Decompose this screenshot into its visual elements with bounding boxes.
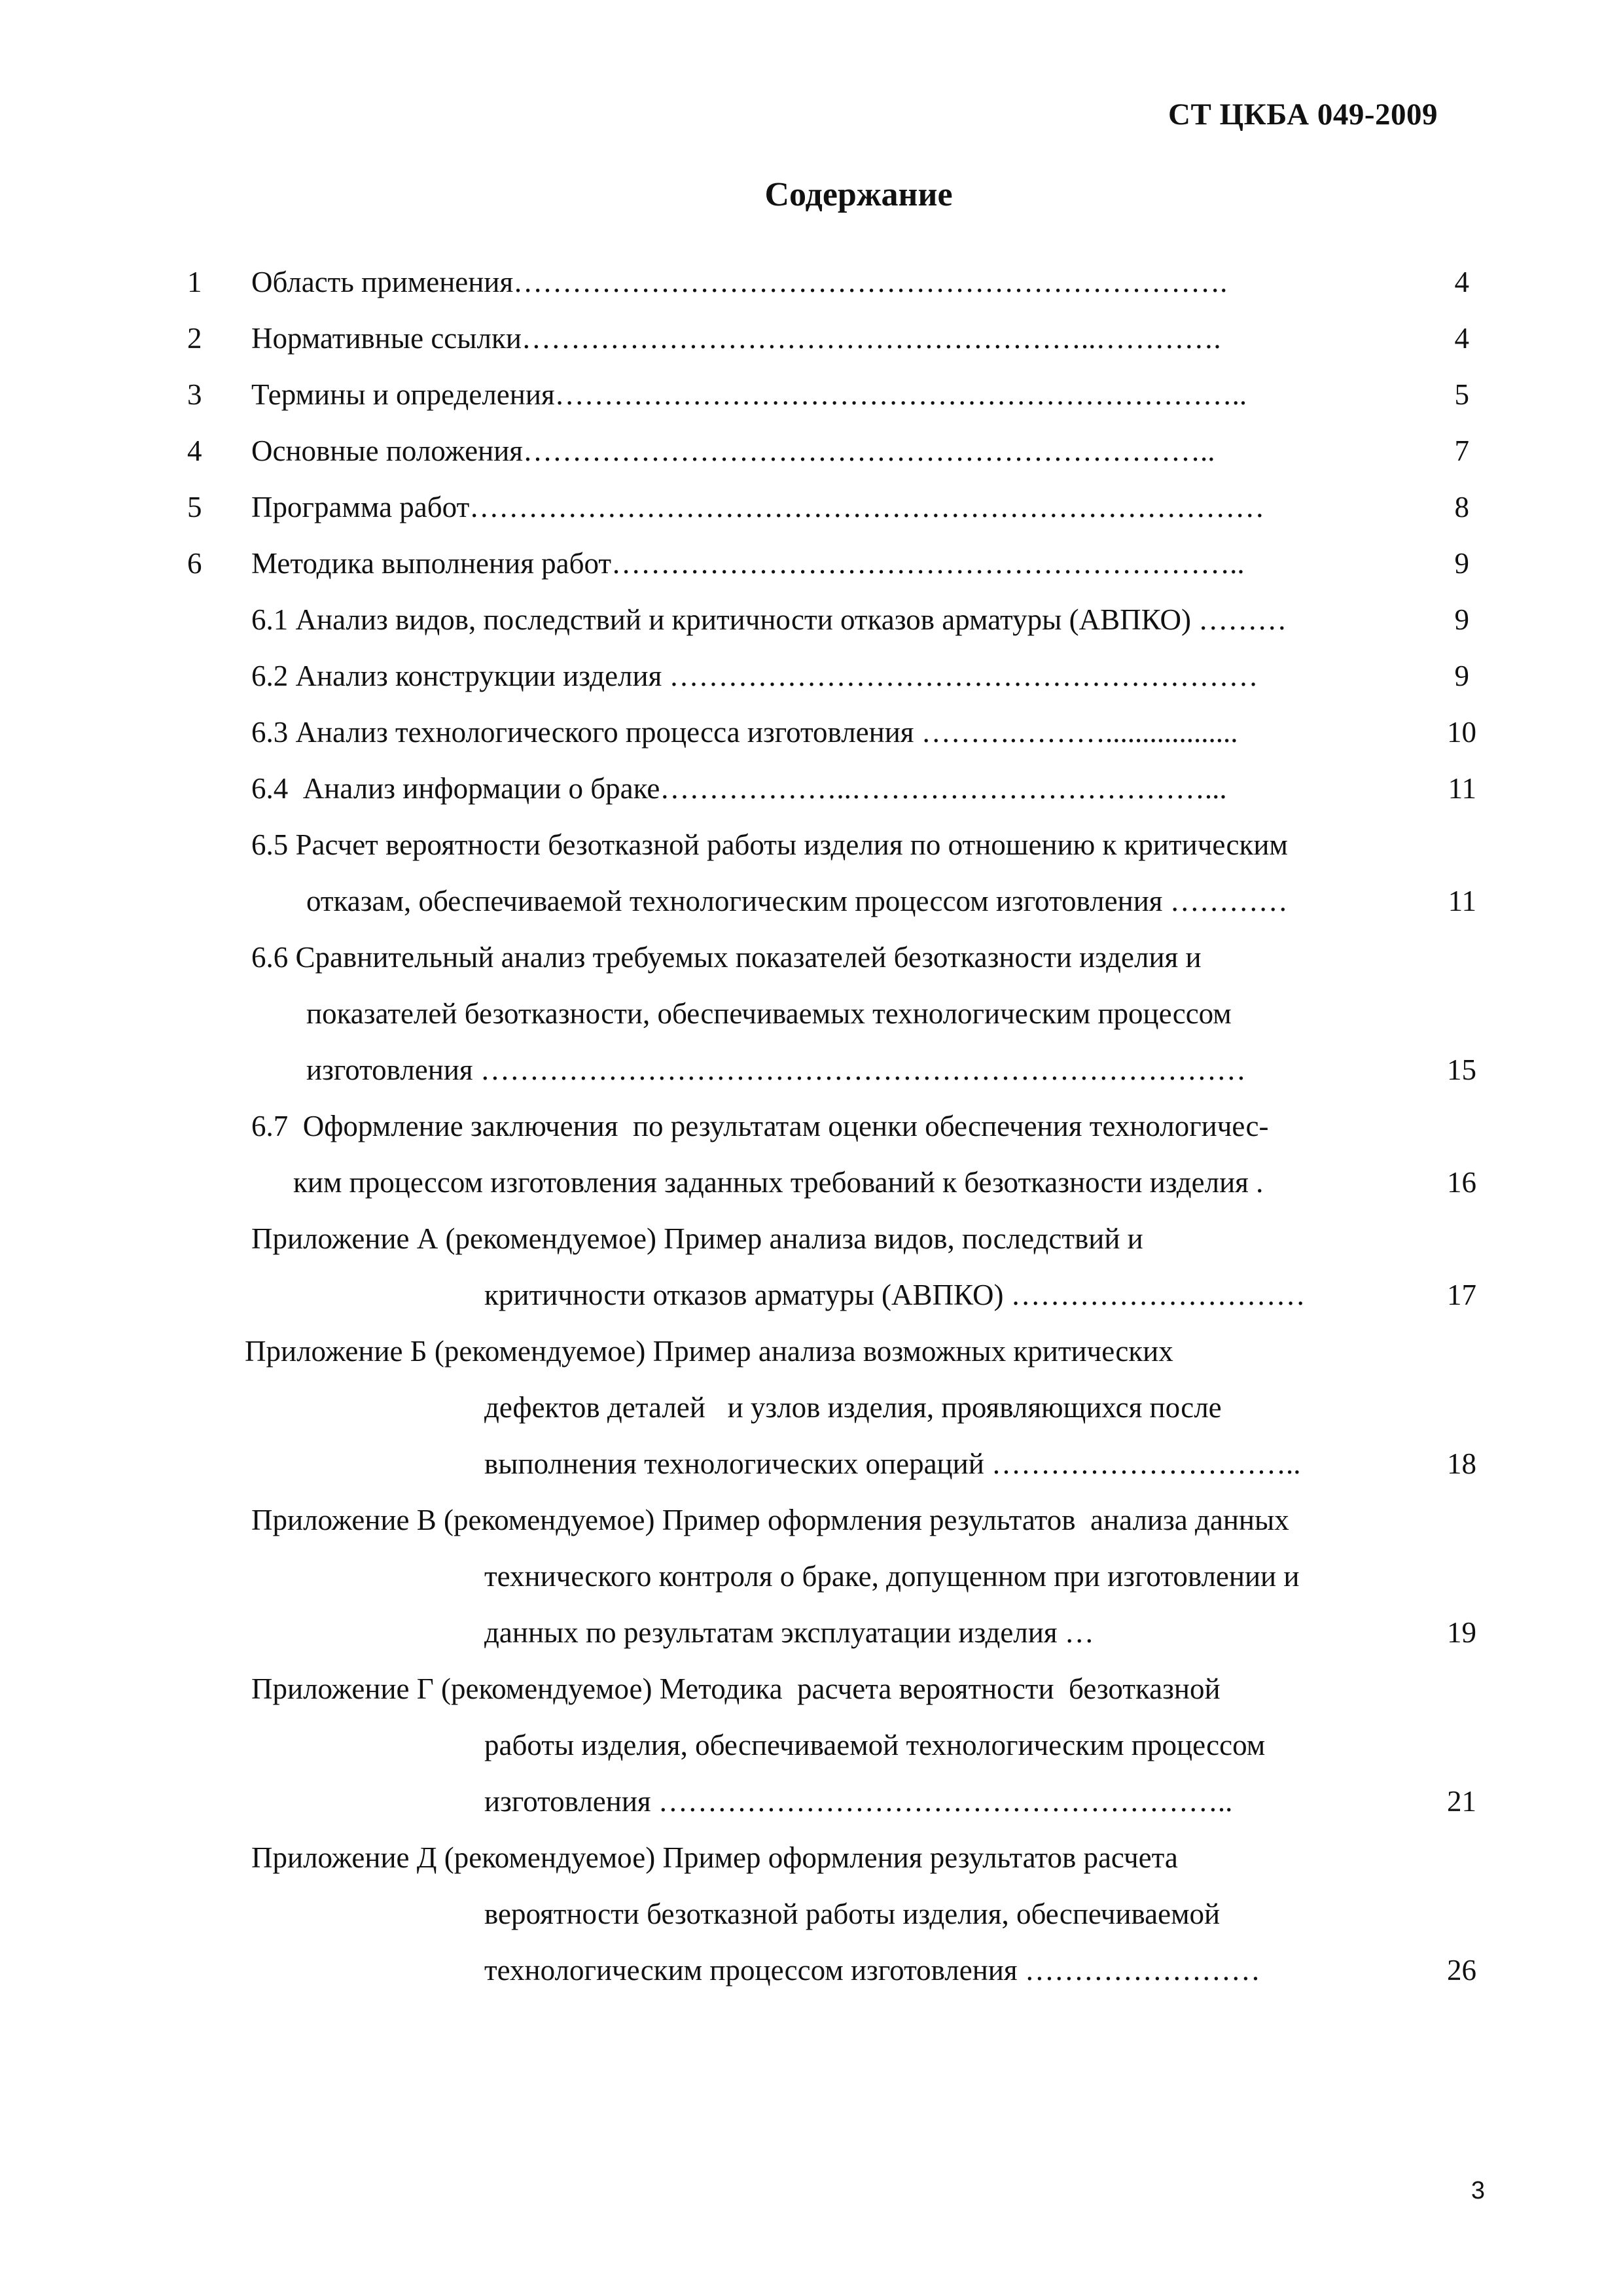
toc-entry-text: показателей безотказности, обеспечиваемых технологическим процессом (306, 997, 1232, 1030)
toc-entry-text: выполнения технологических операций ………………………….. (484, 1447, 1301, 1480)
toc-entry-text: технического контроля о браке, допущенном при изготовлении и (484, 1560, 1300, 1593)
toc-entry-text: изготовления …………………………………………………………………… (306, 1053, 1246, 1086)
toc-entry-text: отказам, обеспечиваемой технологическим процессом изготовления ………… (306, 885, 1288, 917)
toc-entry[interactable] (0, 479, 1469, 535)
toc-entry-text: данных по результатам эксплуатации изделия … (484, 1616, 1094, 1649)
toc-entry[interactable] (0, 929, 1476, 1098)
toc-entry-text: Основные положения…………………………………………………………….. (251, 434, 1215, 467)
toc-entry-text: Приложение Д (рекомендуемое) Пример оформления результатов расчета (251, 1841, 1178, 1874)
toc-entry[interactable] (0, 704, 1476, 760)
toc-entry-page: 11 (1448, 885, 1476, 917)
toc-entry-text: вероятности безотказной работы изделия, обеспечиваемой (484, 1898, 1221, 1930)
toc-entry-text: дефектов деталей и узлов изделия, проявляющихся после (484, 1391, 1222, 1424)
toc-entry-text: Приложение Г (рекомендуемое) Методика расчета вероятности безотказной (251, 1672, 1221, 1705)
toc-entry-page: 26 (1447, 1954, 1476, 1987)
toc-entry[interactable] (0, 648, 1469, 704)
toc-entry[interactable] (0, 1323, 1476, 1492)
toc-entry-page: 15 (1447, 1053, 1476, 1086)
toc-entry-text: 6.3 Анализ технологического процесса изготовления ……….……….................. (251, 716, 1238, 749)
toc-entry[interactable] (0, 423, 1469, 479)
toc-entry-text: Нормативные ссылки…………………………………………………..…………. (251, 322, 1221, 355)
toc-entry-text: 6.1 Анализ видов, последствий и критичности отказов арматуры (АВПКО) ……… (251, 603, 1287, 636)
toc-entry-text: изготовления ………………………………………………….. (484, 1785, 1233, 1818)
toc-entry-page: 21 (1447, 1785, 1476, 1818)
toc-entry[interactable] (0, 535, 1469, 592)
toc-entry-text: Программа работ……………………………………………………………………… (251, 491, 1265, 523)
toc-entry-number: 5 (187, 491, 202, 523)
toc-entry-page: 4 (1454, 266, 1469, 298)
table-of-contents (0, 254, 1623, 2086)
toc-entry-text: ким процессом изготовления заданных требований к безотказности изделия . (293, 1166, 1264, 1199)
toc-entry-page: 4 (1454, 322, 1469, 355)
toc-entry[interactable] (0, 1661, 1476, 1829)
document-code: СТ ЦКБА 049-2009 (1168, 97, 1438, 132)
toc-entry-text: 6.2 Анализ конструкции изделия …………………………………………………… (251, 660, 1258, 692)
toc-entry-text: работы изделия, обеспечиваемой технологическим процессом (484, 1729, 1266, 1761)
toc-entry[interactable] (0, 366, 1469, 423)
page-number: 3 (1471, 2177, 1485, 2204)
toc-entry-number: 2 (187, 322, 202, 355)
toc-entry-number: 6 (187, 547, 202, 580)
toc-entry[interactable] (0, 1829, 1476, 1998)
toc-entry[interactable] (0, 592, 1469, 648)
toc-entry-page: 17 (1447, 1279, 1476, 1311)
toc-entry-text: Термины и определения…………………………………………………………….. (251, 378, 1247, 411)
toc-entry[interactable] (0, 310, 1469, 366)
toc-entry-text: Методика выполнения работ……………………………………………………….. (251, 547, 1245, 580)
toc-entry-text: 6.5 Расчет вероятности безотказной работы изделия по отношению к критическим (251, 828, 1288, 861)
toc-entry-text: 6.6 Сравнительный анализ требуемых показателей безотказности изделия и (251, 941, 1202, 974)
toc-entry-text: Приложение В (рекомендуемое) Пример оформления результатов анализа данных (251, 1504, 1289, 1536)
toc-entry-text: критичности отказов арматуры (АВПКО) ………………………… (484, 1279, 1306, 1311)
toc-entry-page: 16 (1447, 1166, 1476, 1199)
toc-entry-page: 18 (1447, 1447, 1476, 1480)
toc-entry[interactable] (0, 1210, 1476, 1323)
toc-entry-text: 6.7 Оформление заключения по результатам оценки обеспечения технологичес- (251, 1110, 1269, 1142)
toc-entry-page: 5 (1454, 378, 1469, 411)
toc-entry[interactable] (0, 254, 1469, 310)
toc-entry-page: 10 (1447, 716, 1476, 749)
toc-entry-page: 9 (1454, 660, 1469, 692)
toc-entry-number: 1 (187, 266, 202, 298)
toc-entry-page: 19 (1447, 1616, 1476, 1649)
toc-entry-page: 9 (1454, 603, 1469, 636)
toc-entry-page: 7 (1454, 434, 1469, 467)
toc-title: Содержание (764, 176, 953, 213)
toc-entry-page: 8 (1454, 491, 1469, 523)
toc-entry[interactable] (0, 817, 1476, 929)
toc-entry-page: 9 (1454, 547, 1469, 580)
toc-entry-text: Приложение Б (рекомендуемое) Пример анализа возможных критических (245, 1335, 1173, 1368)
toc-entry[interactable] (0, 760, 1476, 817)
toc-entry-page: 11 (1448, 772, 1476, 805)
toc-entry-text: Область применения………………………………………………………………. (251, 266, 1228, 298)
toc-entry[interactable] (0, 1492, 1476, 1661)
toc-entry-number: 3 (187, 378, 202, 411)
toc-entry-number: 4 (187, 434, 202, 467)
toc-entry-text: технологическим процессом изготовления …………………… (484, 1954, 1260, 1987)
toc-entry[interactable] (0, 1098, 1476, 1210)
toc-entry-text: Приложение А (рекомендуемое) Пример анализа видов, последствий и (251, 1222, 1143, 1255)
toc-entry-text: 6.4 Анализ информации о браке………………..………………………………... (251, 772, 1227, 805)
